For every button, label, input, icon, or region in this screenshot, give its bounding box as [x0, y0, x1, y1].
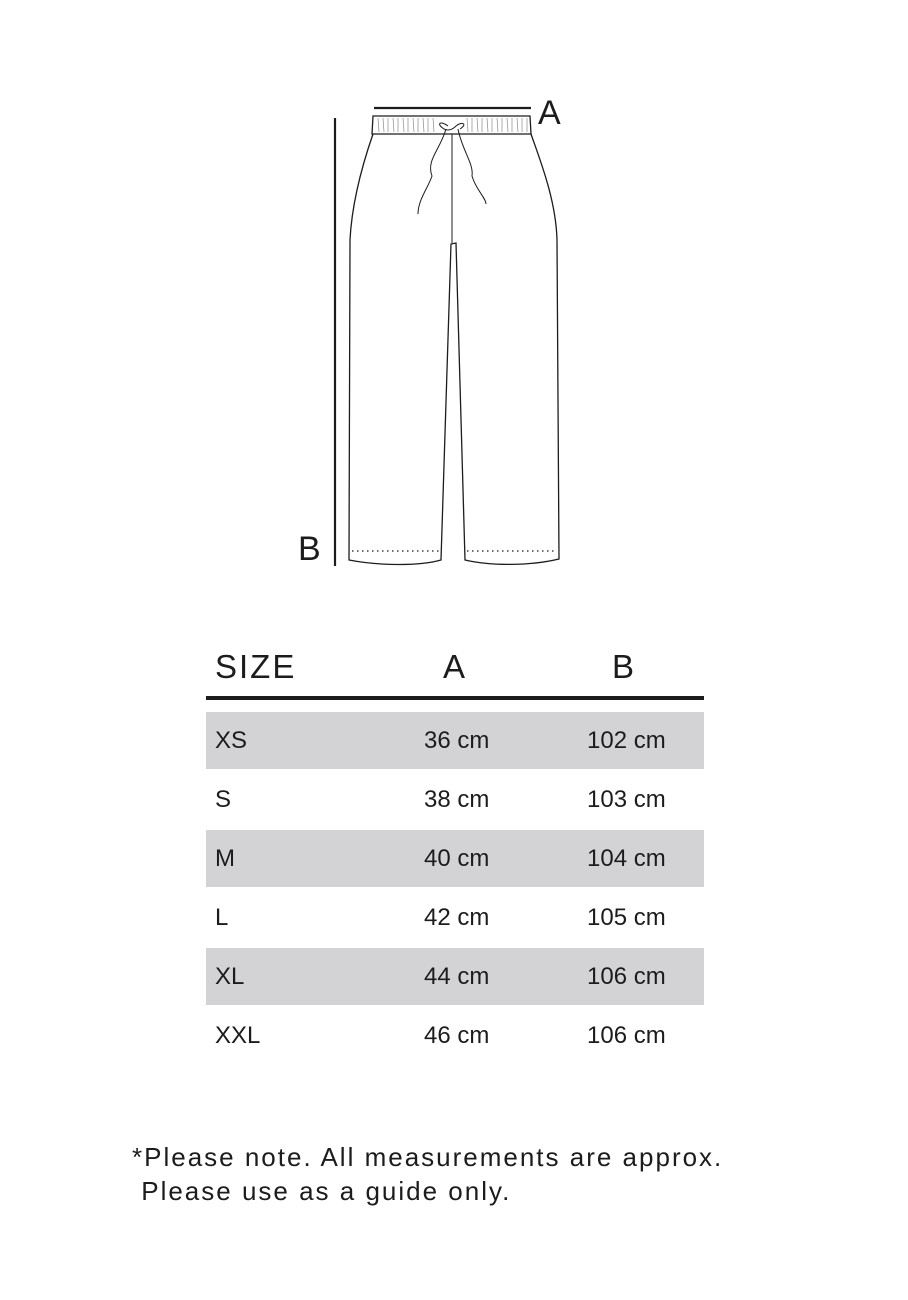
disclaimer-line-1: *Please note. All measurements are approx.: [132, 1142, 724, 1172]
measure-a-cell: 42 cm: [424, 904, 490, 931]
table-row: [206, 830, 704, 887]
table-row: [206, 1007, 704, 1064]
size-cell: XL: [215, 963, 245, 990]
header-b: B: [612, 648, 637, 685]
table-row: [206, 771, 704, 828]
measure-a-cell: 46 cm: [424, 1022, 490, 1049]
table-row: [206, 889, 704, 946]
trouser-diagram: [0, 0, 908, 600]
table-row: [206, 948, 704, 1005]
trouser-outline: [349, 134, 559, 565]
measure-a-cell: 36 cm: [424, 727, 490, 754]
measure-label-a: A: [538, 94, 561, 132]
table-body: [206, 712, 704, 1064]
measure-label-b: B: [298, 530, 321, 568]
disclaimer-line-2: Please use as a guide only.: [132, 1176, 512, 1206]
measure-b-cell: 106 cm: [587, 1022, 666, 1049]
measure-a-cell: 44 cm: [424, 963, 490, 990]
header-size: SIZE: [215, 648, 297, 685]
measure-b-cell: 105 cm: [587, 904, 666, 931]
size-cell: S: [215, 786, 232, 813]
table-header: [206, 640, 704, 700]
size-cell: XS: [215, 727, 248, 754]
measure-b-cell: 106 cm: [587, 963, 666, 990]
table-row: [206, 712, 704, 769]
trouser-illustration: [0, 0, 908, 600]
size-cell: L: [215, 904, 229, 931]
size-chart-table: [206, 640, 704, 1066]
header-a: A: [443, 648, 468, 685]
size-cell: M: [215, 845, 235, 872]
measurement-disclaimer: [132, 1140, 723, 1208]
measure-b-cell: 103 cm: [587, 786, 666, 813]
measure-a-cell: 38 cm: [424, 786, 490, 813]
measure-b-cell: 104 cm: [587, 845, 666, 872]
measure-a-cell: 40 cm: [424, 845, 490, 872]
measure-b-cell: 102 cm: [587, 727, 666, 754]
size-cell: XXL: [215, 1022, 261, 1049]
